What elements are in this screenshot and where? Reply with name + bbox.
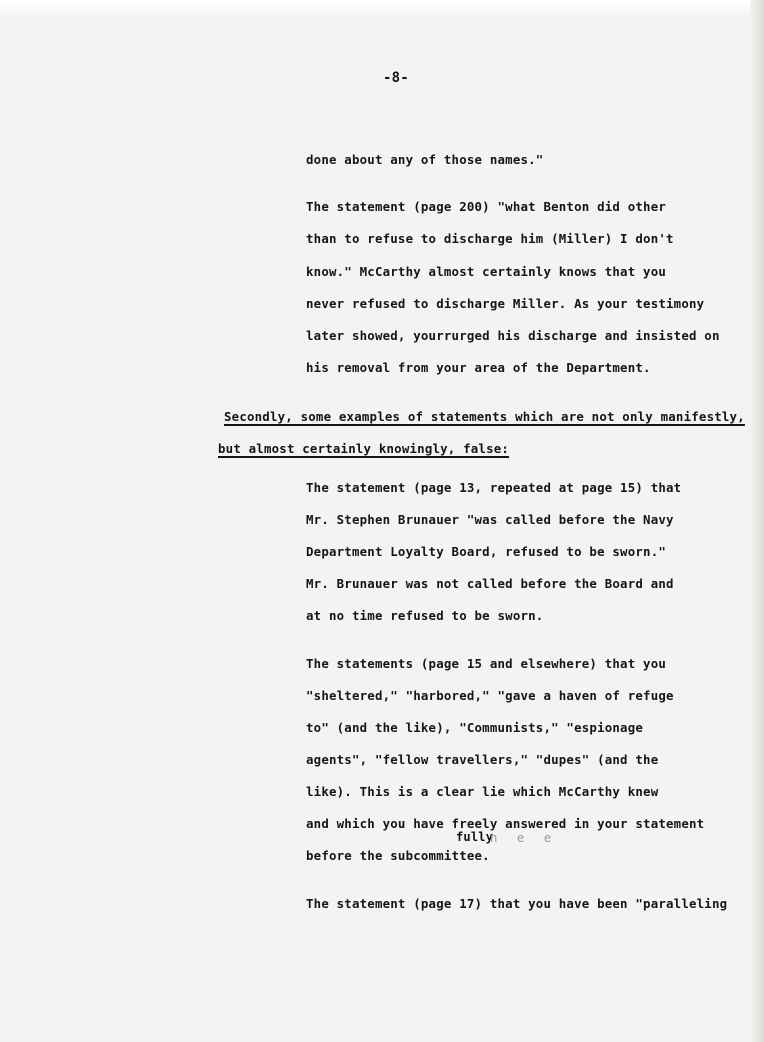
text-line: Department Loyalty Board, refused to be sworn." <box>306 544 667 559</box>
text-line: and which you have freely answered in your statement <box>306 816 705 831</box>
text-line: than to refuse to discharge him (Miller) I don't <box>306 231 674 246</box>
text-line: at no time refused to be sworn. <box>306 608 544 623</box>
text-line: Mr. Stephen Brunauer "was called before the Navy <box>306 512 674 527</box>
text-line: The statements (page 15 and elsewhere) that you <box>306 656 667 671</box>
text-line: "sheltered," "harbored," "gave a haven of refuge <box>306 688 674 703</box>
text-line: Mr. Brunauer was not called before the Board and <box>306 576 674 591</box>
text-line: done about any of those names." <box>306 152 544 167</box>
text-line: know." McCarthy almost certainly knows that you <box>306 264 667 279</box>
text-line: agents", "fellow travellers," "dupes" (and the <box>306 752 659 767</box>
underlined-heading: Secondly, some examples of statements which are not only manifestly, <box>224 409 745 424</box>
paper-shadow-top <box>0 0 764 18</box>
text-line: The statement (page 13, repeated at page 15) that <box>306 480 682 495</box>
text-line: The statement (page 200) "what Benton did other <box>306 199 667 214</box>
text-line: his removal from your area of the Department. <box>306 360 651 375</box>
text-line: to" (and the like), "Communists," "espionage <box>306 720 644 735</box>
faint-bleedthrough-text: n e e <box>490 830 558 845</box>
typed-insertion: fully <box>456 830 494 844</box>
text-line: never refused to discharge Miller. As your testimony <box>306 296 705 311</box>
text-line: later showed, yourrurged his discharge and insisted on <box>306 328 720 343</box>
text-line: like). This is a clear lie which McCarthy knew <box>306 784 659 799</box>
text-line: before the subcommittee. <box>306 848 490 863</box>
page-number: -8- <box>383 70 409 86</box>
paper-shadow-right <box>750 0 764 1042</box>
underlined-heading: but almost certainly knowingly, false: <box>218 441 510 456</box>
text-line: The statement (page 17) that you have been "paralleling <box>306 896 728 911</box>
